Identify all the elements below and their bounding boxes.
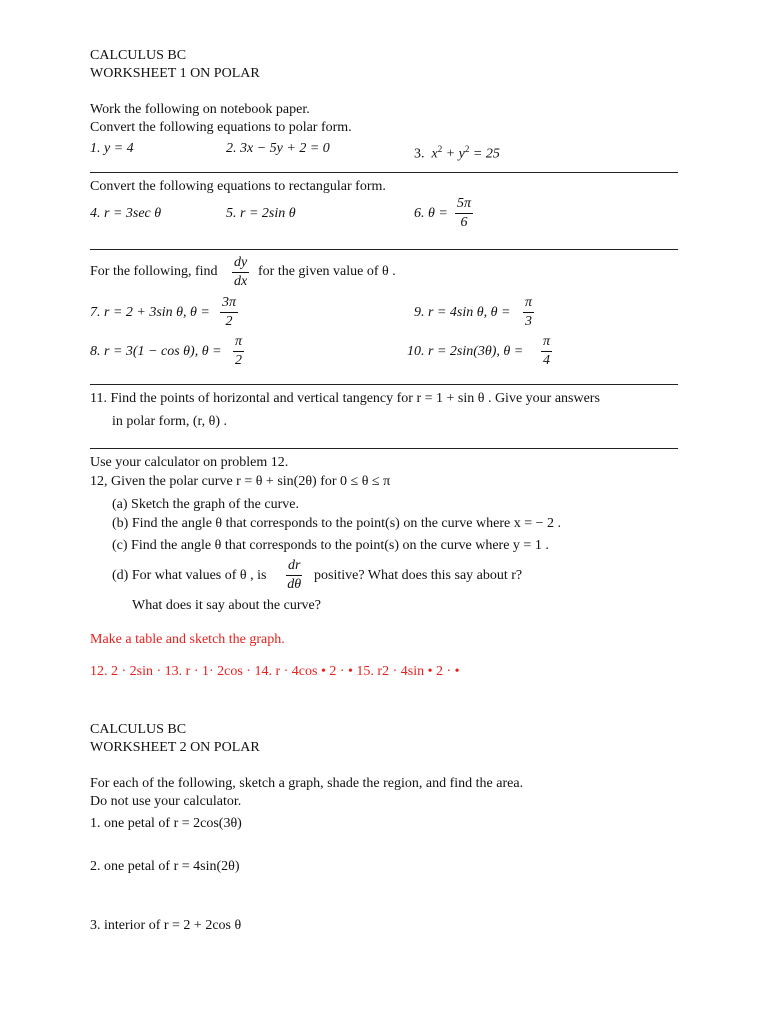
problem-2: 2. 3x − 5y + 2 = 0 bbox=[226, 141, 330, 156]
problem-12a: (a) Sketch the graph of the curve. bbox=[112, 497, 299, 512]
ws1-instructions: Work the following on notebook paper. bbox=[90, 102, 310, 117]
problem-10-numerator: π bbox=[541, 334, 552, 352]
problem-1: 1. y = 4 bbox=[90, 141, 134, 156]
problem-9-numerator: π bbox=[523, 295, 534, 313]
problem-12b: (b) Find the angle θ that corresponds to the point(s) on the curve where x = − 2 . bbox=[112, 516, 561, 531]
problem-11-line-1: 11. Find the points of horizontal and vertical tangency for r = 1 + sin θ . Give your answers bbox=[90, 391, 600, 406]
ws2-question-3: 3. interior of r = 2 + 2cos θ bbox=[90, 918, 242, 933]
dydx-suffix: for the given value of θ . bbox=[258, 264, 396, 279]
red-table-heading: Make a table and sketch the graph. bbox=[90, 632, 285, 647]
ws2-question-2: 2. one petal of r = 4sin(2θ) bbox=[90, 859, 240, 874]
problem-7-denominator: 2 bbox=[225, 314, 233, 329]
calculator-note: Use your calculator on problem 12. bbox=[90, 455, 289, 470]
problem-12d-fraction bbox=[286, 558, 302, 593]
dydx-fraction bbox=[232, 255, 249, 290]
ws1-worksheet-title: WORKSHEET 1 ON POLAR bbox=[90, 66, 260, 81]
ws2-course-title: CALCULUS BC bbox=[90, 722, 187, 737]
problem-10: 10. r = 2sin(3θ), θ = bbox=[407, 344, 524, 359]
problem-12d-numerator: dr bbox=[286, 558, 302, 576]
divider-1 bbox=[90, 172, 678, 173]
problem-8-numerator: π bbox=[233, 334, 244, 352]
problem-6-numerator: 5π bbox=[455, 196, 473, 214]
problem-5: 5. r = 2sin θ bbox=[226, 206, 296, 221]
problem-6-fraction bbox=[455, 196, 473, 231]
problem-8-denominator: 2 bbox=[235, 353, 242, 368]
problem-9-fraction bbox=[523, 295, 534, 330]
problem-3: 3. $x^2 + y^2 = 25$ bbox=[414, 144, 500, 162]
problem-10-denominator: 4 bbox=[543, 353, 550, 368]
problem-8: 8. r = 3(1 − cos θ), θ = bbox=[90, 344, 222, 359]
ws2-instructions-2: Do not use your calculator. bbox=[90, 794, 242, 809]
dydx-denominator: dx bbox=[234, 274, 248, 289]
ws1-course-title: CALCULUS BC bbox=[90, 48, 187, 63]
ws2-question-1: 1. one petal of r = 2cos(3θ) bbox=[90, 816, 242, 831]
divider-3 bbox=[90, 384, 678, 385]
divider-2 bbox=[90, 249, 678, 250]
divider-4 bbox=[90, 448, 678, 449]
ws2-instructions-1: For each of the following, sketch a graph, shade the region, and find the area. bbox=[90, 776, 524, 791]
problem-6-label: 6. θ = bbox=[414, 206, 448, 221]
problem-7-numerator: 3π bbox=[220, 295, 238, 313]
problem-7-fraction bbox=[220, 295, 238, 330]
problem-12c: (c) Find the angle θ that corresponds to the point(s) on the curve where y = 1 . bbox=[112, 538, 549, 553]
problem-10-fraction bbox=[541, 334, 552, 369]
problem-6-denominator: 6 bbox=[460, 215, 468, 230]
problem-7: 7. r = 2 + 3sin θ, θ = bbox=[90, 305, 210, 320]
problem-12d-suffix: positive? What does this say about r? bbox=[314, 568, 523, 583]
problem-8-fraction bbox=[233, 334, 244, 369]
ws2-worksheet-title: WORKSHEET 2 ON POLAR bbox=[90, 740, 260, 755]
problem-4: 4. r = 3sec θ bbox=[90, 206, 162, 221]
dydx-prefix: For the following, find bbox=[90, 264, 218, 279]
problem-9-denominator: 3 bbox=[525, 314, 532, 329]
dydx-numerator: dy bbox=[232, 255, 249, 273]
problem-12d-prefix: (d) For what values of θ , is bbox=[112, 568, 267, 583]
problem-3-label: 3. bbox=[414, 146, 425, 162]
to-polar-heading: Convert the following equations to polar form. bbox=[90, 120, 352, 135]
red-problems-line: 12. 2 · 2sin · 13. r · 1· 2cos · 14. r · 4cos • 2 · • 15. r2 · 4sin • 2 · • bbox=[90, 664, 460, 679]
to-rect-heading: Convert the following equations to rectangular form. bbox=[90, 179, 386, 194]
problem-12d-line-2: What does it say about the curve? bbox=[132, 598, 321, 613]
problem-12d-denominator: dθ bbox=[287, 577, 302, 592]
problem-9: 9. r = 4sin θ, θ = bbox=[414, 305, 511, 320]
problem-12-intro: 12, Given the polar curve r = θ + sin(2θ) for 0 ≤ θ ≤ π bbox=[90, 474, 391, 489]
problem-11-line-2: in polar form, (r, θ) . bbox=[112, 414, 228, 429]
